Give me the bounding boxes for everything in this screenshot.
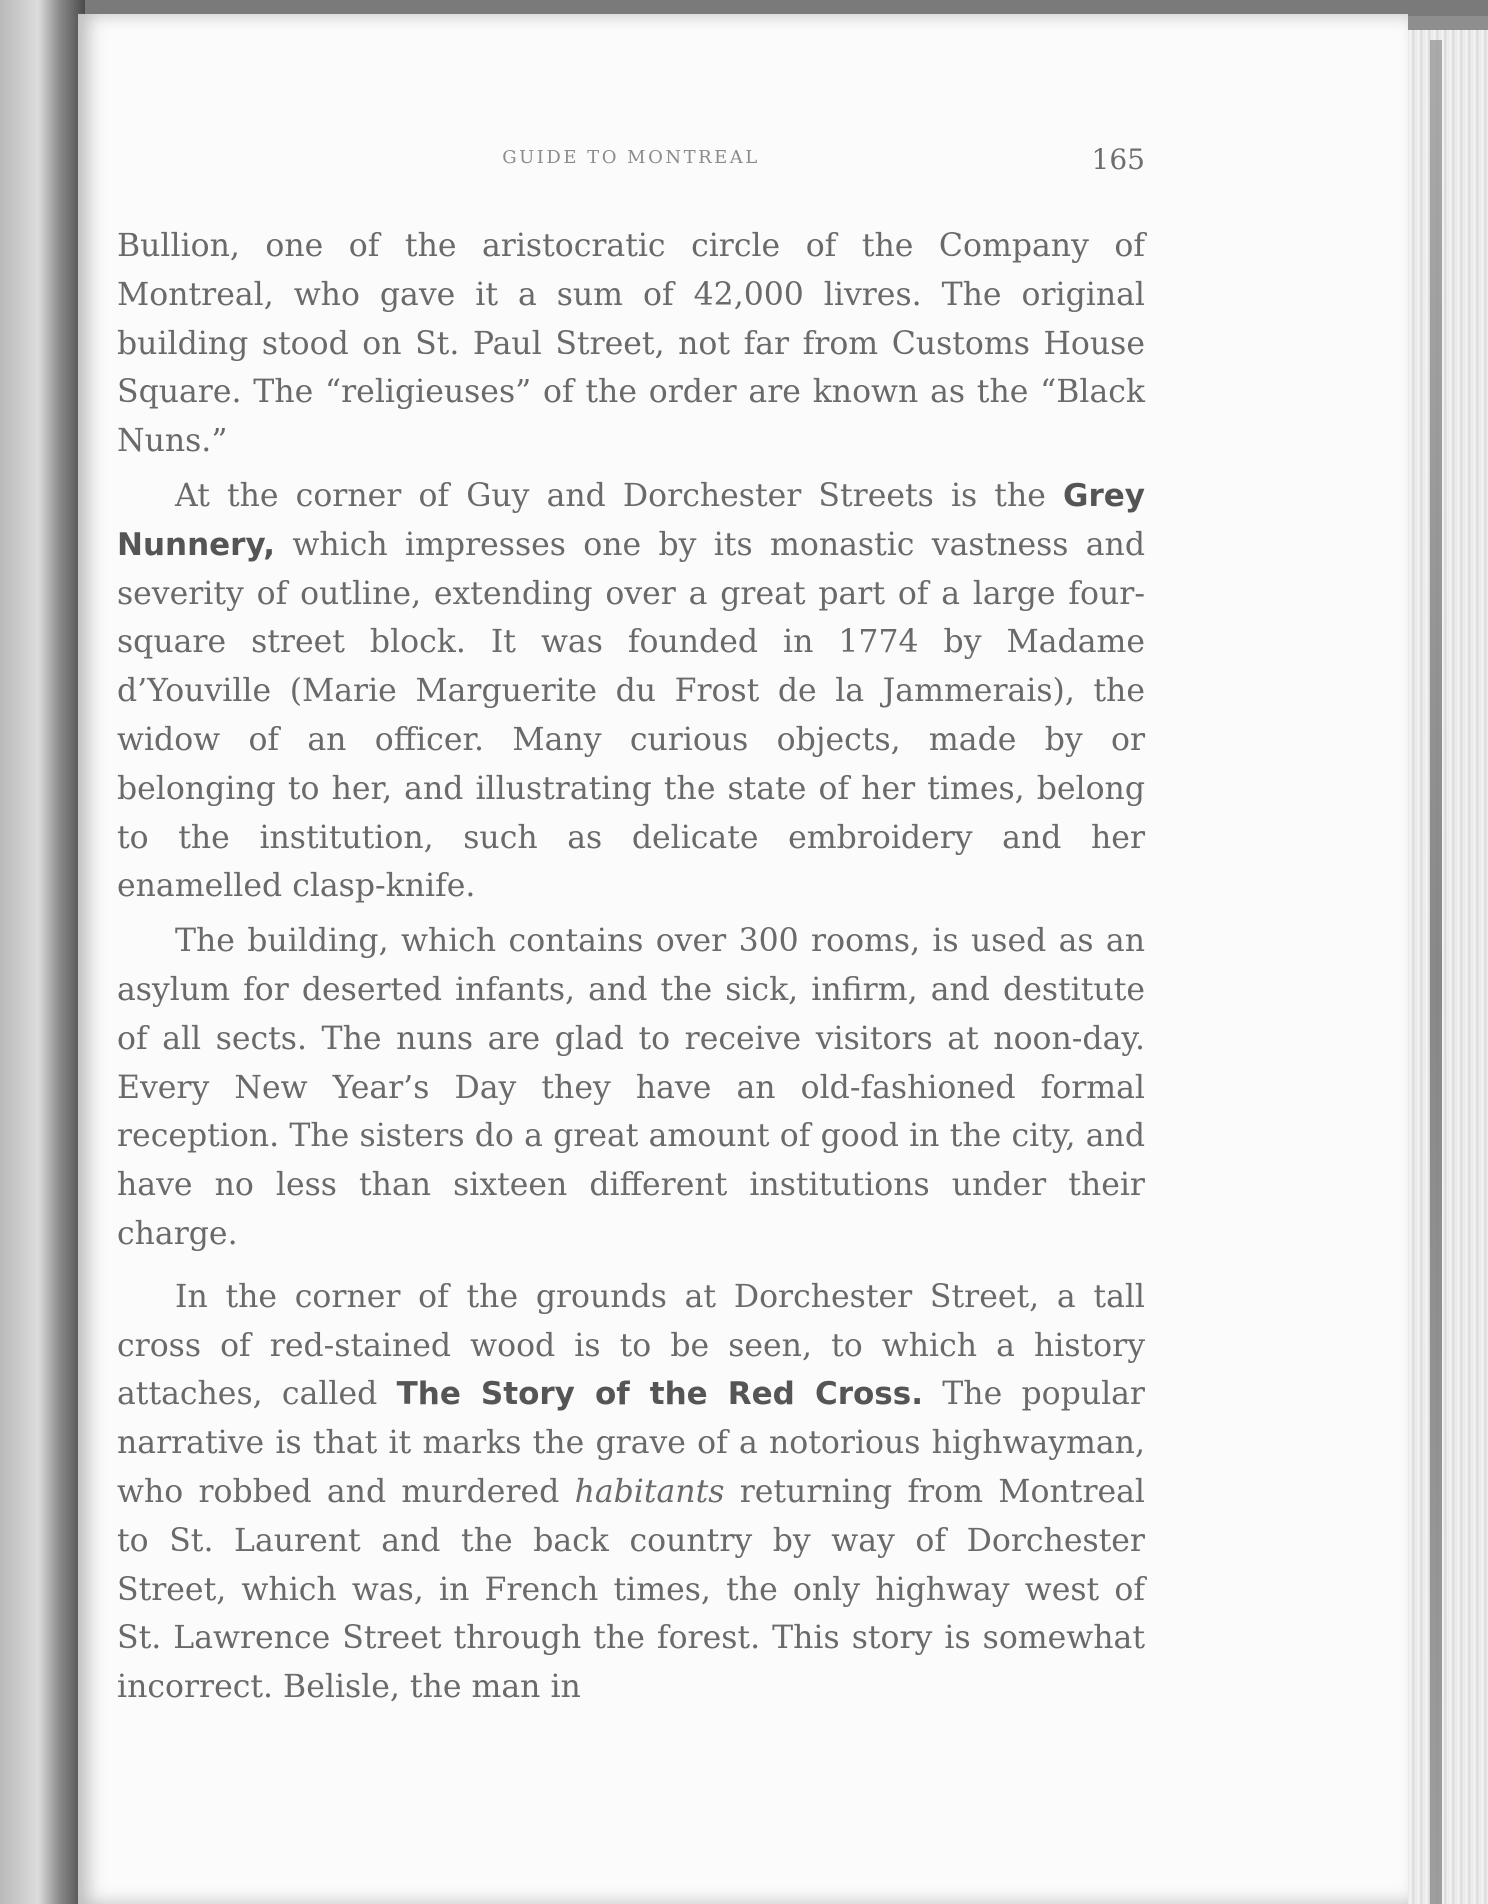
paragraph-4	[117, 1273, 1145, 1712]
paragraph-2-text-start: At the corner of Guy and Dorchester Streets is the	[175, 477, 1046, 514]
page-edges	[1408, 30, 1488, 1904]
page-number: 165	[1091, 143, 1145, 176]
page-edge-shadow	[1430, 40, 1442, 1904]
habitants-italic: habitants	[574, 1473, 725, 1510]
paragraph-2-text-end: which impresses one by its monastic vastness and severity of outline, extending over a great part of a large four-square street block. It was founded in 1774 by Madame d’Youville (Marie Marguerite du Frost de la Jammerais), the widow of an officer. Many curious objects, made by or belonging to her, and illustrating the state of her times, belong to the institution, such as delicate embroidery and her enamelled clasp-knife.	[117, 526, 1146, 905]
paragraph-2	[117, 472, 1145, 911]
paragraph-3: The building, which contains over 300 rooms, is used as an asylum for deserted infants, and the sick, infirm, and destitute of all sects. The nuns are glad to receive visitors at noon-day. Every New Year’s Day they have an old-fashioned formal reception. The sisters do a great amount of good in the city, and have no less than sixteen different institutions under their charge.	[117, 923, 1145, 1252]
paragraph-4-text-start: In the corner of the grounds at Dorchester Street, a tall cross of red-stained wood is to be seen, to which a history attaches, called	[117, 1278, 1145, 1413]
paragraph-1: Bullion, one of the aristocratic circle of the Company of Montreal, who gave it a sum of 42,000 livres. The original building stood on St. Paul Street, not far from Customs House Square. The “religieuses” of the order are known as the “Black Nuns.”	[117, 228, 1145, 460]
body-text	[117, 222, 1145, 1712]
red-cross-heading: The Story of the Red Cross.	[396, 1376, 923, 1413]
running-title: GUIDE TO MONTREAL	[502, 147, 760, 168]
grey-nunnery-heading: Grey Nunnery,	[117, 477, 1145, 563]
paragraph-4-text-mid: The popular narrative is that it marks the grave of a notorious highwayman, who robbed and murdered	[117, 1376, 1145, 1510]
running-head	[117, 143, 1145, 183]
paragraph-4-text-end: returning from Montreal to St. Laurent and the back country by way of Dorchester Street, which was, in French times, the only highway west of St. Lawrence Street through the forest. This story is somewhat incorrect. Belisle, the man in	[117, 1473, 1146, 1706]
book-gutter	[0, 0, 85, 1904]
